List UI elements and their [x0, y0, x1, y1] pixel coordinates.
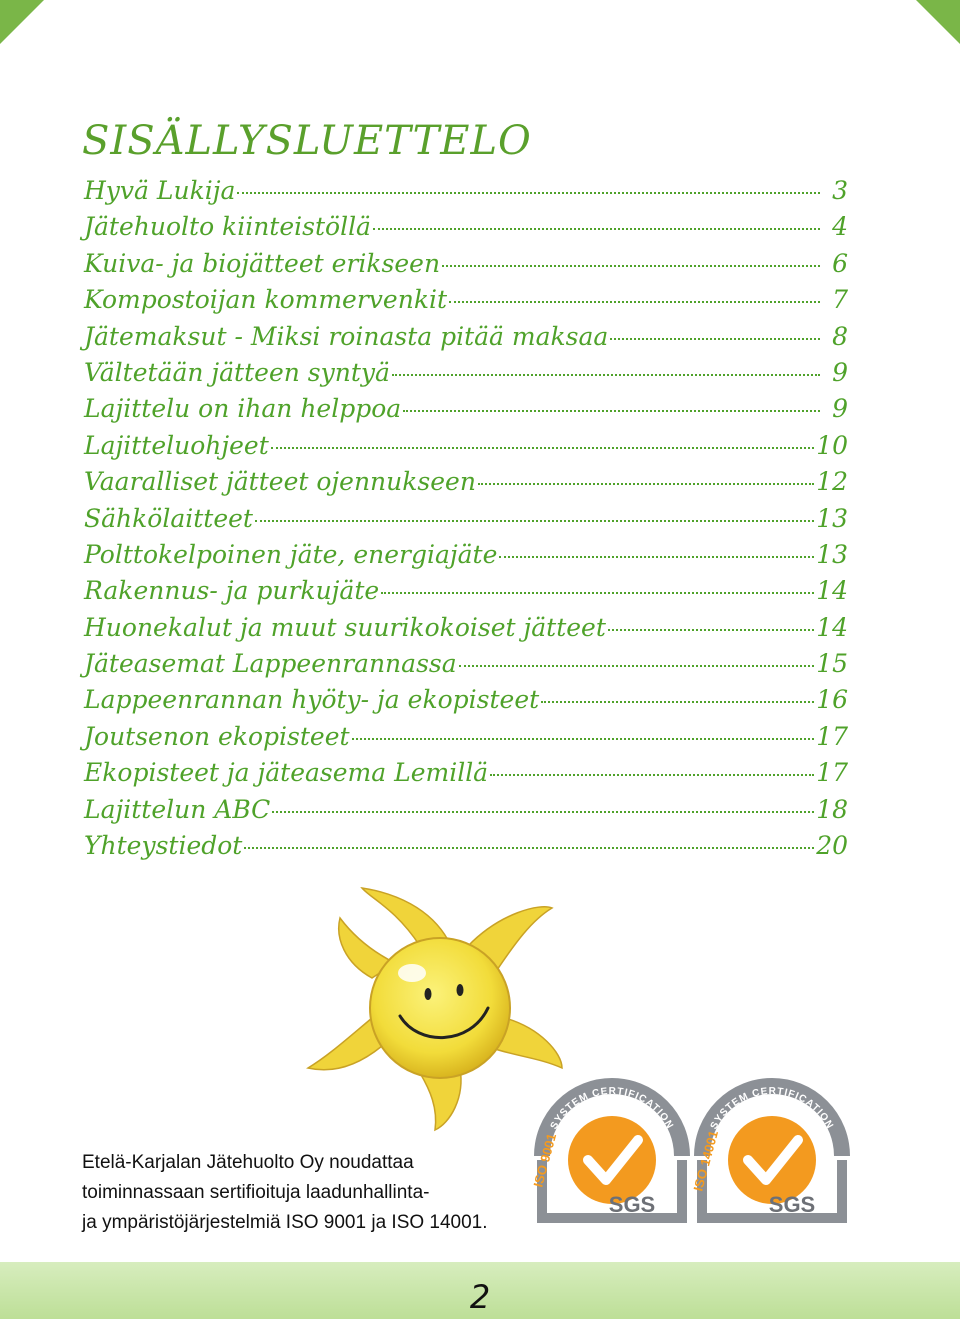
toc-item-label: Huonekalut ja muut suurikokoiset jätteet [84, 612, 606, 642]
toc-item [84, 467, 848, 503]
toc-item-label: Hyvä Lukija [84, 176, 236, 205]
dot-leader [449, 300, 820, 303]
toc-item-label: Polttokelpoinen jäte, energiajäte [84, 539, 498, 569]
dot-leader [442, 264, 820, 267]
toc-item-label: Rakennus- ja purkujäte [84, 576, 380, 606]
toc-item-label: Lajittelun ABC [84, 794, 271, 824]
toc-item-page: 10 [816, 430, 848, 460]
toc-item [84, 685, 848, 721]
iso-9001-badge [528, 1078, 698, 1228]
toc-item-label: Yhteystiedot [84, 831, 243, 861]
certification-text [82, 1148, 542, 1238]
toc-item-label: Jätehuolto kiinteistöllä [84, 212, 371, 242]
toc-item [84, 576, 848, 612]
toc-item-label: Jäteasemat Lappeenrannassa [84, 649, 457, 679]
toc-item-label: Lajitteluohjeet [84, 430, 269, 460]
toc-item [84, 722, 848, 758]
toc-item-label: Jätemaksut - Miksi roinasta pitää maksaa [84, 321, 609, 351]
toc-item [84, 831, 848, 867]
dot-leader [271, 446, 814, 449]
toc-item-page: 6 [832, 248, 848, 278]
toc-item-page: 15 [816, 649, 848, 679]
toc-item-label: Sähkölaitteet [84, 503, 253, 533]
toc-item-page: 16 [816, 685, 848, 715]
toc-item [84, 431, 848, 467]
toc-item-label: Vaaralliset jätteet ojennukseen [84, 467, 476, 497]
dot-leader [392, 373, 820, 376]
toc-item-page: 8 [832, 321, 848, 351]
badge-arc-text: SYSTEM CERTIFICATION [548, 1085, 676, 1132]
toc-item-page: 13 [816, 539, 848, 569]
toc-item [84, 322, 848, 358]
toc-item-page: 9 [832, 357, 848, 387]
toc-item [84, 795, 848, 831]
toc-item-page: 4 [832, 212, 848, 242]
toc-item [84, 212, 848, 248]
corner-decoration-left [0, 0, 44, 44]
dot-leader [608, 628, 814, 631]
toc-item [84, 249, 848, 285]
toc-item-page: 17 [816, 758, 848, 788]
badge-standard-text: ISO 9001 [530, 1131, 560, 1189]
toc-item [84, 176, 848, 212]
toc-item [84, 358, 848, 394]
dot-leader [403, 409, 820, 412]
certification-line: ja ympäristöjärjestelmiä ISO 9001 ja ISO 14001. [82, 1212, 488, 1233]
badge-standard-text: ISO 14001 [690, 1128, 721, 1193]
badge-brand-text: SGS [768, 1192, 816, 1217]
toc-item-label: Kuiva- ja biojätteet erikseen [84, 248, 441, 278]
toc-item [84, 285, 848, 321]
toc-item-page: 14 [816, 576, 848, 606]
toc-item-label: Lajittelu on ihan helppoa [84, 394, 402, 424]
toc-title: SISÄLLYSLUETTELO [82, 118, 532, 164]
toc-item [84, 649, 848, 685]
dot-leader [381, 591, 814, 594]
dot-leader [373, 227, 820, 230]
dot-leader [272, 810, 814, 813]
toc-item-page: 12 [816, 467, 848, 497]
page-number: 2 [469, 1278, 491, 1316]
toc-item-page: 17 [816, 721, 848, 751]
dot-leader [610, 337, 820, 340]
certification-line: toiminnassaan sertifioituja laadunhallinta- [82, 1182, 430, 1203]
toc-item-label: Kompostoijan kommervenkit [84, 285, 448, 315]
dot-leader [490, 773, 814, 776]
badge-arc-text: SYSTEM CERTIFICATION [708, 1085, 836, 1132]
toc-item-page: 9 [832, 394, 848, 424]
toc-item-page: 18 [816, 794, 848, 824]
corner-decoration-right [916, 0, 960, 44]
dot-leader [255, 519, 814, 522]
toc-item [84, 613, 848, 649]
toc-item [84, 540, 848, 576]
toc-item-page: 13 [816, 503, 848, 533]
toc-item-label: Vältetään jätteen syntyä [84, 357, 390, 387]
dot-leader [352, 737, 815, 740]
toc-item-page: 14 [816, 612, 848, 642]
toc-item-page: 7 [832, 285, 848, 315]
badge-brand-text: SGS [608, 1192, 656, 1217]
dot-leader [244, 846, 814, 849]
dot-leader [499, 555, 814, 558]
toc-item [84, 504, 848, 540]
dot-leader [237, 191, 820, 194]
dot-leader [478, 482, 814, 485]
toc-item-page: 20 [816, 831, 848, 861]
toc-item [84, 758, 848, 794]
dot-leader [541, 700, 814, 703]
dot-leader [459, 664, 815, 667]
certification-line: Etelä-Karjalan Jätehuolto Oy noudattaa [82, 1152, 414, 1173]
iso-14001-badge [688, 1078, 858, 1228]
toc-item-label: Ekopisteet ja jäteasema Lemillä [84, 758, 489, 788]
toc-item-label: Lappeenrannan hyöty- ja ekopisteet [84, 685, 540, 715]
toc-item [84, 394, 848, 430]
table-of-contents [84, 176, 848, 867]
toc-item-page: 3 [832, 176, 848, 205]
toc-item-label: Joutsenon ekopisteet [84, 721, 350, 751]
